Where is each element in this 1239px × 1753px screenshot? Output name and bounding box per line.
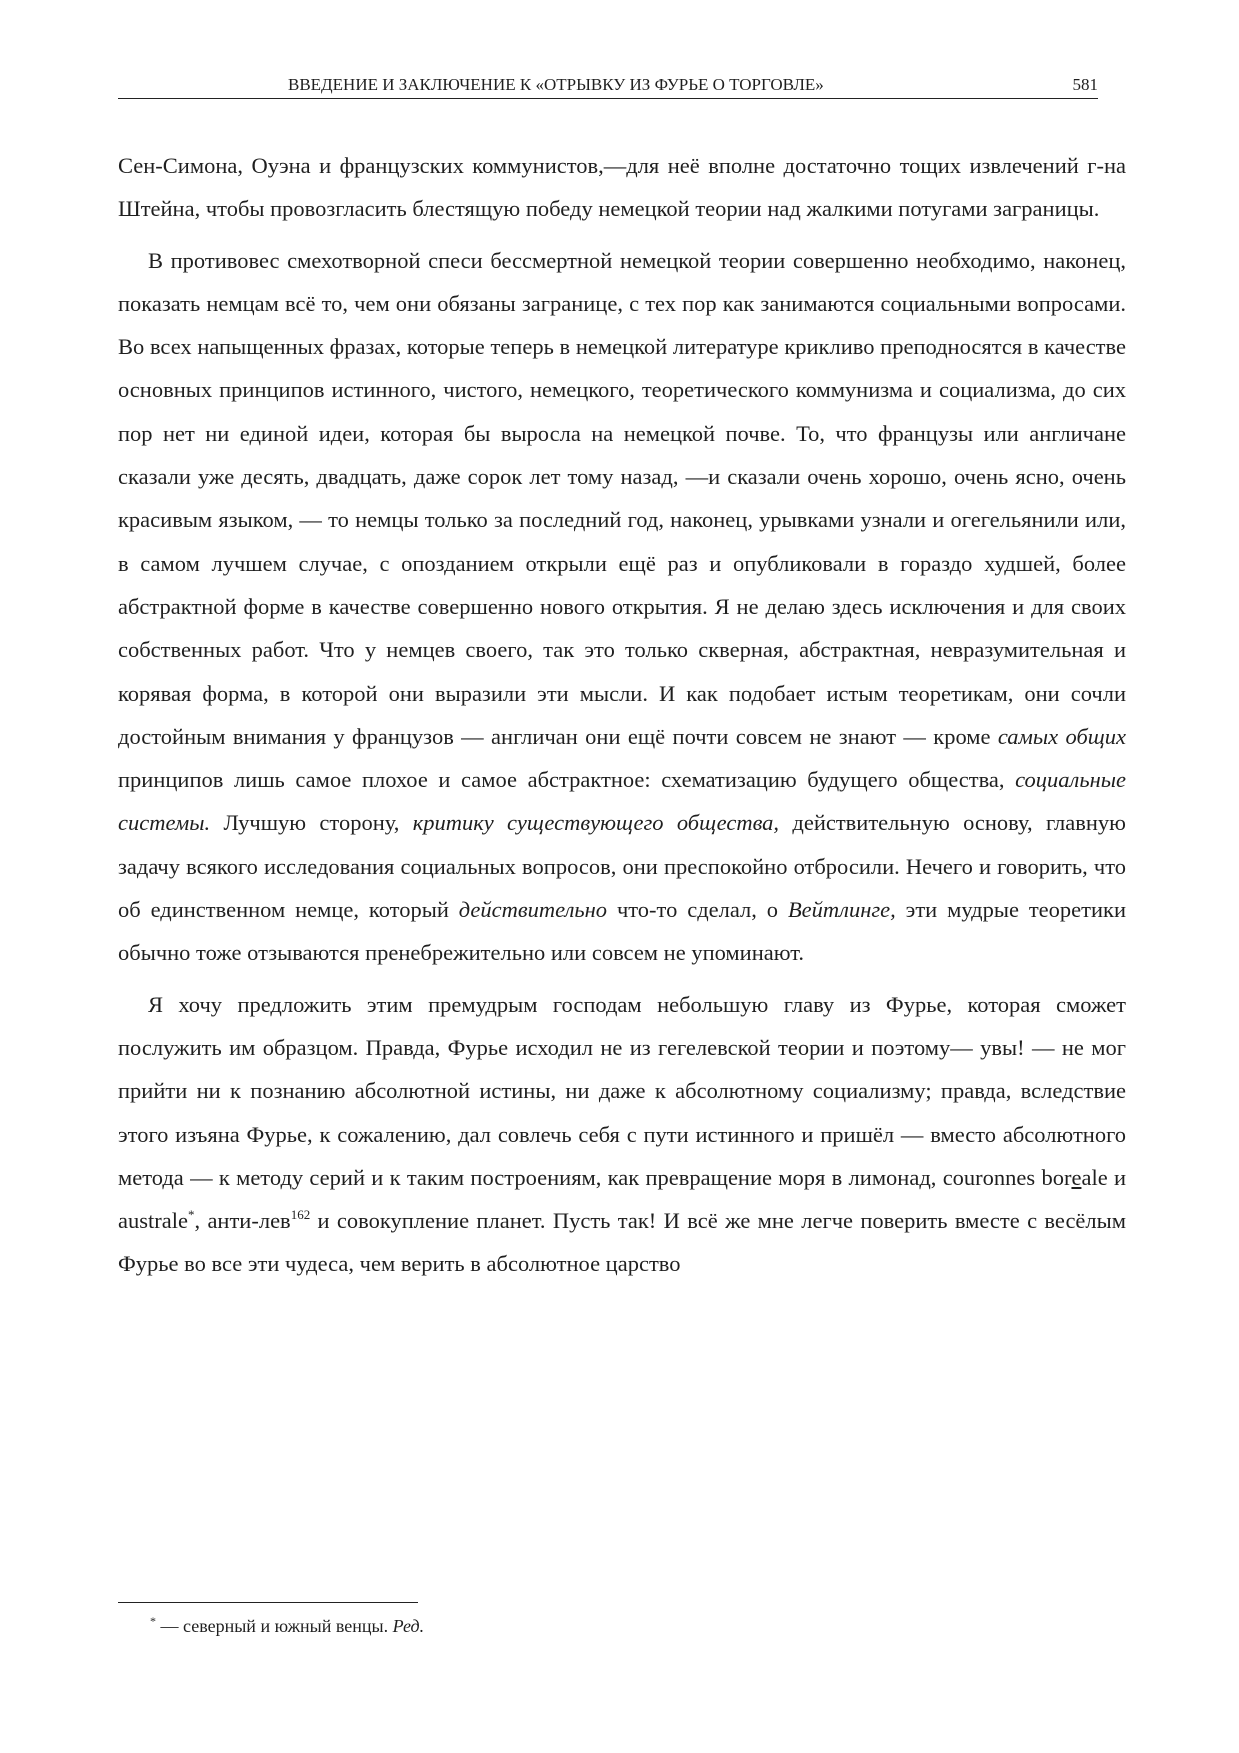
paragraph-3-text-3: , анти-лев <box>194 1208 291 1234</box>
paragraph-2-text-3: Лучшую сторону, <box>210 810 413 836</box>
paragraph-3 <box>118 983 1126 1286</box>
page-number: 581 <box>1072 75 1098 94</box>
underlined-letter: e <box>1071 1164 1082 1190</box>
paragraph-2-text-1: В противовес смехотворной спеси бессмертной немецкой теории совершенно необходимо, наконец, показать немцам всё то, чем они обязаны загранице, с тех пор как занимаются социальными вопросами. Во всех напыщенных фразах, которые теперь в немецкой литературе крикливо преподносятся в качестве основных принципов истинного, чистого, немецкого, теоретического коммунизма и социализма, до сих пор нет ни единой идеи, которая бы выросла на немецкой почве. То, что французы или англичане сказали уже десять, двадцать, даже сорок лет тому назад, —и сказали очень хорошо, очень ясно, очень красивым языком, — то немцы только за последний год, наконец, урывками узнали и огегельянили или, в самом лучшем случае, с опозданием открыли ещё раз и опубликовали в гораздо худшей, более абстрактной форме в качестве совершенно нового открытия. Я не делаю здесь исключения и для своих собственных работ. Что у немцев своего, так это только скверная, абстрактная, невразумительная и корявая форма, в которой они выразили эти мысли. И как подобает истым теоретикам, они сочли достойным внимания у французов — англичан они ещё почти совсем не знают — кроме <box>118 247 1126 749</box>
paragraph-3-text-1: Я хочу предложить этим премудрым господам небольшую главу из Фурье, которая сможет послужить им образцом. Правда, Фурье исходил не из гегелевской теории и поэтому— увы! — не мог прийти ни к познанию абсолютной истины, ни даже к абсолютному социализму; правда, вследствие этого изъяна Фурье, к сожалению, дал совлечь себя с пути истинного и пришёл — вместо абсолютного метода — к методу серий и к таким построениям, как превращение моря в лимонад, couronnes bor <box>118 991 1126 1190</box>
emphasis-samykh-obshchikh: самых общих <box>997 723 1126 749</box>
paragraph-2-text-2: принципов лишь самое плохое и самое абстрактное: схематизацию будущего общества, <box>118 767 1016 793</box>
paragraph-2-text-5: что-то сделал, о <box>607 897 788 923</box>
footnote-reference[interactable]: * <box>187 1207 195 1223</box>
paragraph-1: Сен-Симона, Оуэна и французских коммунистов,—для неё вполне достаточно тощих извлечений г-на Штейна, чтобы провозгласить блестящую победу немецкой теории над жалкими потугами заграницы. <box>118 153 1126 222</box>
footnote-editor-note: Ред. <box>392 1616 425 1636</box>
footnote-text: — северный и южный венцы. <box>156 1616 393 1636</box>
paragraph-2 <box>118 239 1126 975</box>
body-text <box>118 144 1126 1286</box>
paragraph-3-text-4: и совокупление планет. Пусть так! И всё же мне легче поверить вместе с весёлым Фурье во все эти чудеса, чем верить в абсолютное царство <box>118 1208 1127 1277</box>
emphasis-kritiku-obshchestva: критику существующего общества, <box>412 810 780 836</box>
endnote-reference[interactable]: 162 <box>290 1207 311 1223</box>
emphasis-sotsialnye-sistemy: социальные системы. <box>118 767 1126 836</box>
paragraph-3-text-2: ale и australe <box>118 1164 1127 1234</box>
paragraph-2-text-4: действительную основу, главную задачу всякого исследования социальных вопросов, они преспокойно отбросили. Нечего и говорить, что об единственном немце, который <box>118 810 1126 923</box>
footnote-marker: * <box>150 1614 156 1628</box>
emphasis-veytlinge: Вейтлинге, <box>787 897 896 923</box>
footnote-divider <box>118 1602 418 1603</box>
paragraph-2-text-6: эти мудрые теоретики обычно тоже отзываются пренебрежительно или совсем не упоминают. <box>118 897 1126 966</box>
footnote <box>150 1614 424 1638</box>
running-head <box>118 72 1098 99</box>
running-title: ВВЕДЕНИЕ И ЗАКЛЮЧЕНИЕ К «ОТРЫВКУ ИЗ ФУРЬЕ О ТОРГОВЛЕ» <box>288 75 824 94</box>
emphasis-deystvitelno: действительно <box>458 897 608 923</box>
